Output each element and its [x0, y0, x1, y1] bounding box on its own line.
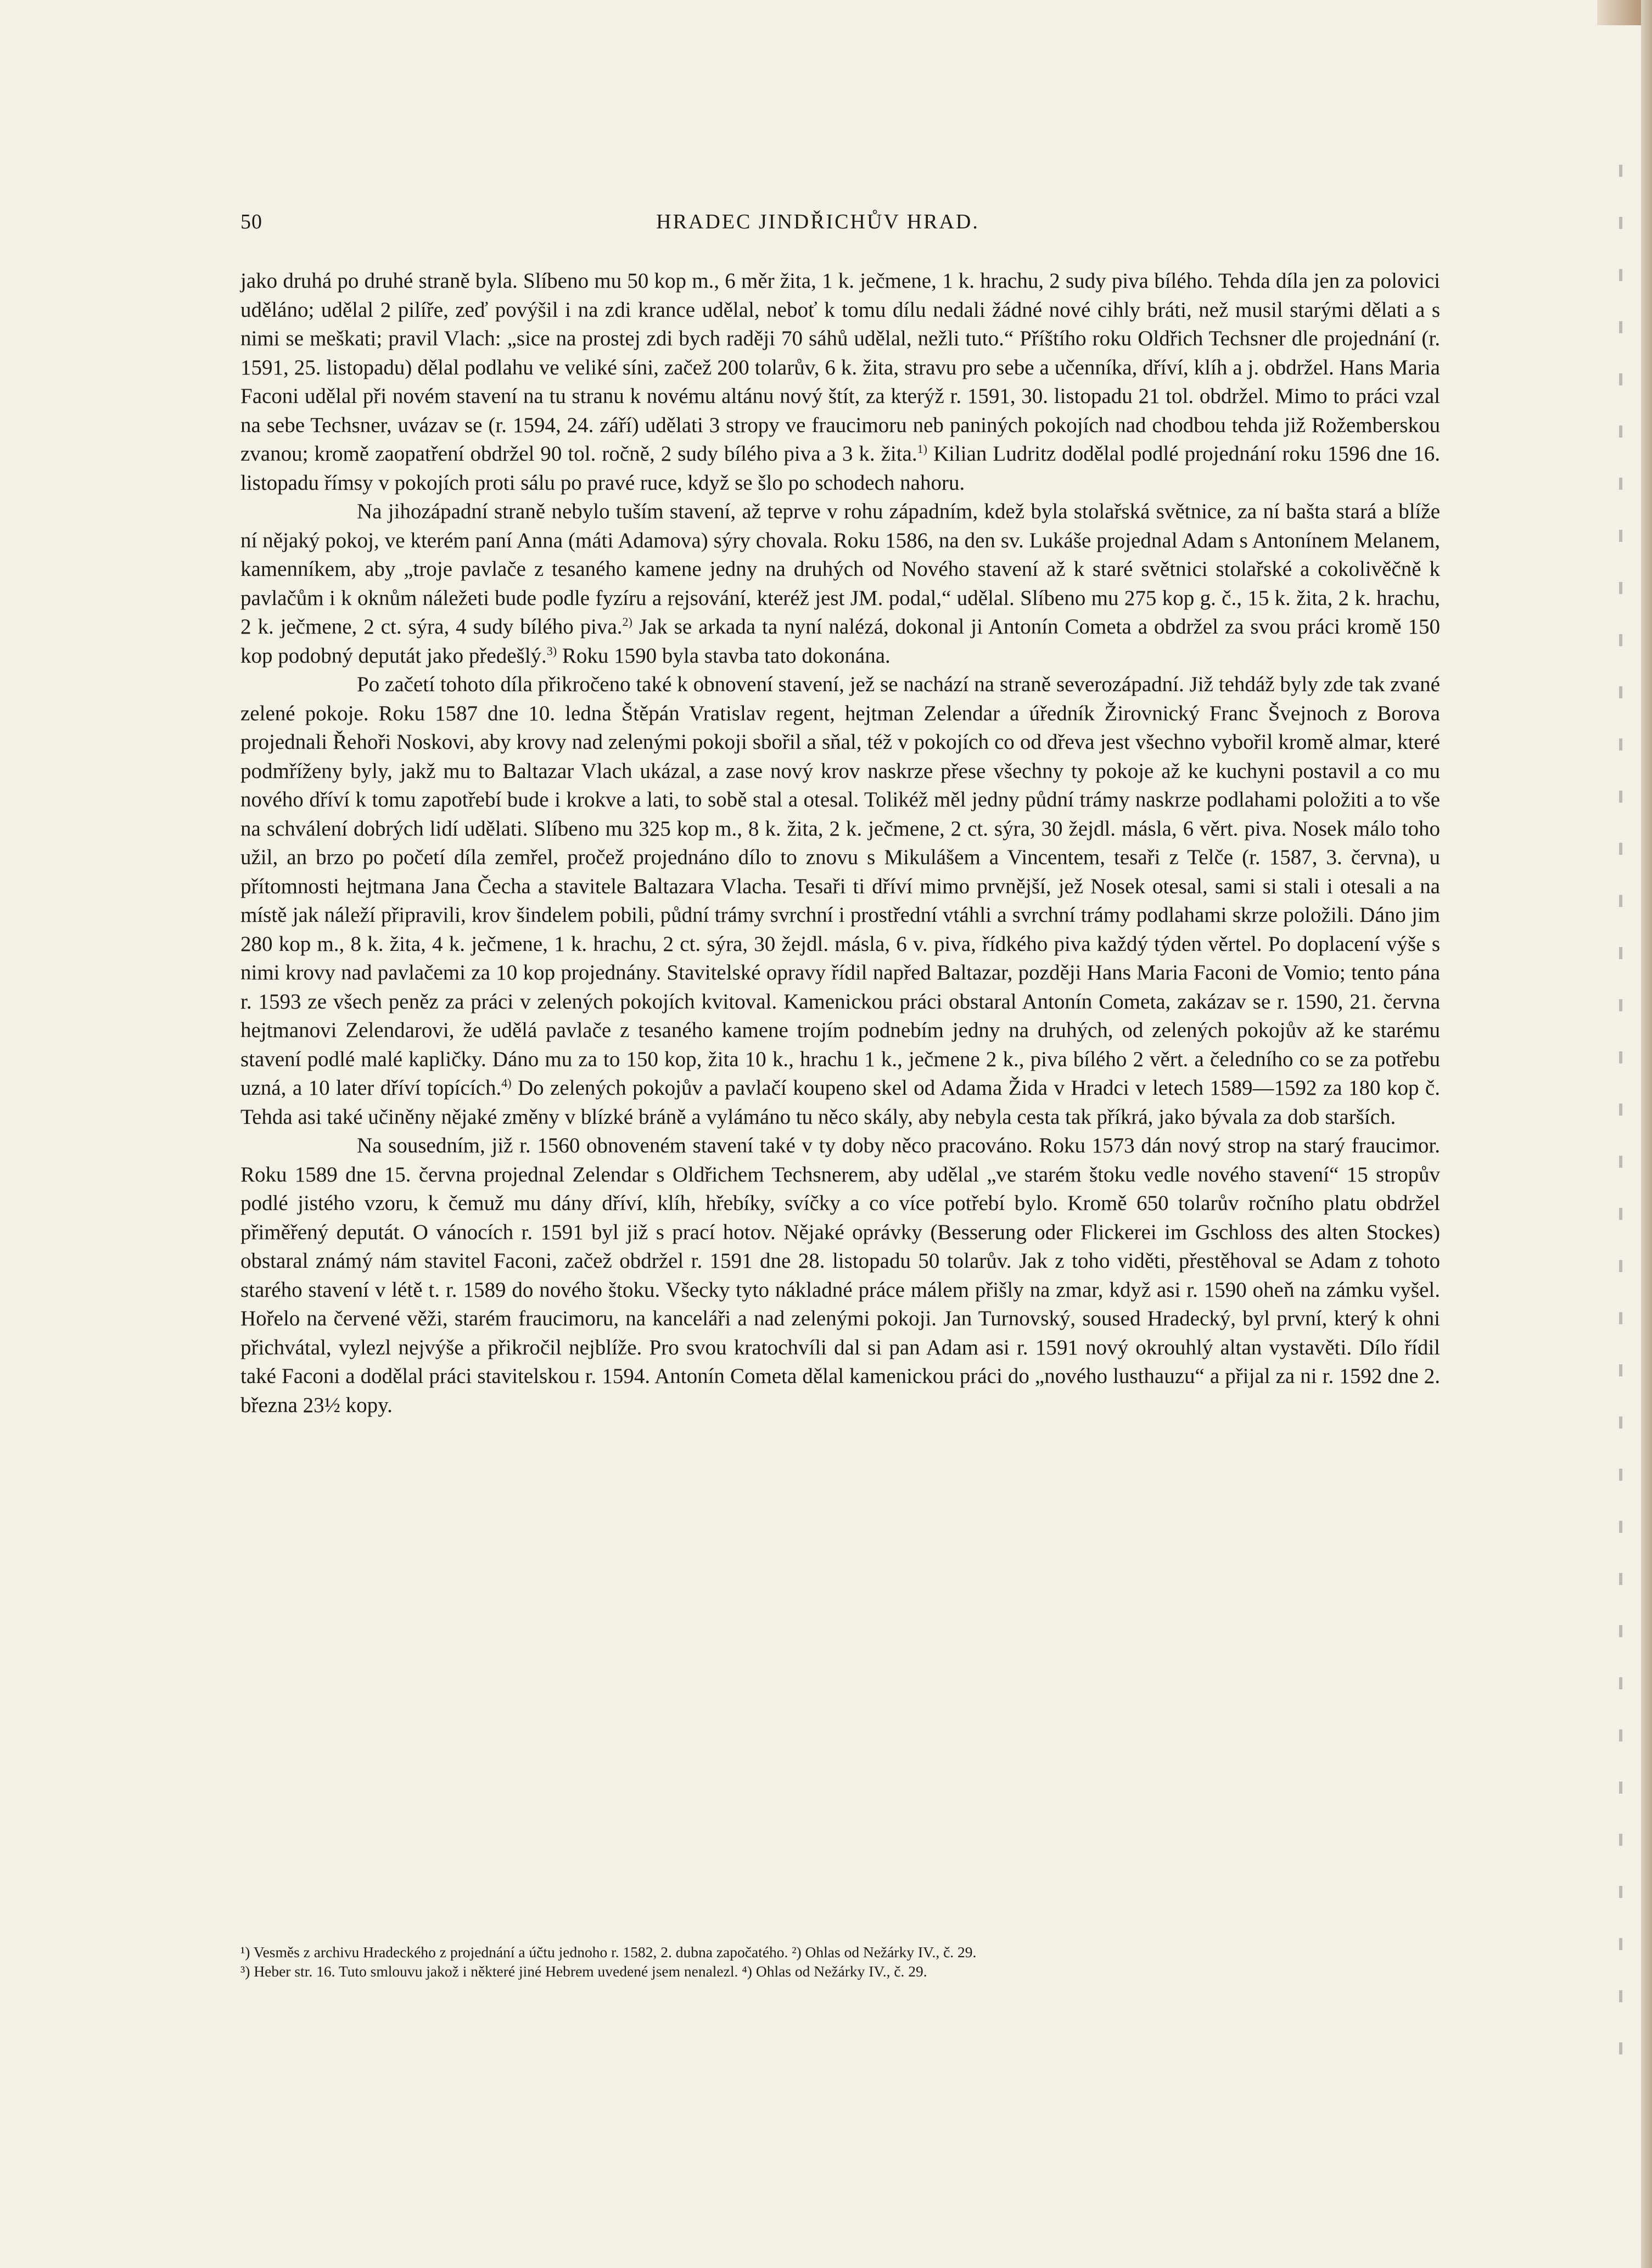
paragraph-4 [240, 1132, 1440, 1420]
footnotes [240, 1942, 1440, 1981]
footnote-line: ¹) Vesměs z archivu Hradeckého z projednání a účtu jednoho r. 1582, 2. dubna započatého. ²) Ohlas od Nežárky IV., č. 29. [240, 1944, 977, 1961]
footnote-ref: 4) [501, 1076, 512, 1090]
footnote-ref: 1) [917, 442, 927, 456]
page-number: 50 [240, 210, 262, 233]
paragraph-text: Jak se arkada ta nyní nalézá, dokonal ji Antonín Cometa a obdržel za svou práci kromě 150 kop podobný deputát jako předešlý. [240, 615, 1440, 668]
page-edge [1641, 0, 1652, 2268]
paragraph-text: Na sousedním, již r. 1560 obnoveném stavení také v ty doby něco pracováno. Roku 1573 dán nový strop na starý fraucimor. Roku 1589 dne 15. června projednal Zelendar s Oldřichem Techsnerem, aby udělal „ve starém štoku vedle nového stavení“ 15 stropův podlé jistého vzoru, k čemuž mu dány dříví, klíh, hřebíky, svíčky a co více potřebí bylo. Kromě 650 tolarův ročního platu obdržel přiměřený deputát. O vánocích r. 1591 byl již s prací hotov. Nějaké oprávky (Besserung oder Flickerei im Gschloss des alten Stockes) obstaral známý nám stavitel Faconi, začež obdržel r. 1591 dne 28. listopadu 50 tolarův. Jak z toho viděti, přestěhoval se Adam z tohoto starého stavení v létě t. r. 1589 do nového štoku. Všecky tyto nákladné práce málem přišly na zmar, když asi r. 1590 oheň na zámku vyšel. Hořelo na červené věži, starém fraucimoru, na kanceláři a nad zelenými pokoji. Jan Turnovský, soused Hradecký, byl první, který k ohni přichvátal, vylezl nejvýše a přikročil nejblíže. Pro svou kratochvíli dal si pan Adam asi r. 1591 nový okrouhlý altan vystavěti. Dílo řídil také Faconi a dodělal práci stavitelskou r. 1594. Antonín Cometa dělal kamenickou práci do „nového lusthauzu“ a přijal za ni r. 1592 dne 2. března 23½ kopy. [240, 1134, 1440, 1417]
binding-mark [1619, 165, 1622, 2059]
paragraph-2 [240, 497, 1440, 670]
paragraph-text: Na jihozápadní straně nebylo tuším stavení, až teprve v rohu západním, kdež byla stolařská světnice, za ní bašta stará a blíže ní nějaký pokoj, ve kterém paní Anna (máti Adamova) sýry chovala. Roku 1586, na den sv. Lukáše projednal Adam s Antonínem Melanem, kamenníkem, aby „troje pavlače z tesaného kamene jedny na druhých od Nového stavení až k staré světnici stolařské a cokolivěčně k pavlačům i k oknům náležeti bude podle fyzíru a rejsování, kteréž jest JM. podal,“ udělal. Slíbeno mu 275 kop g. č., 15 k. žita, 2 k. hrachu, 2 k. ječmene, 2 ct. sýra, 4 sudy bílého piva. [240, 500, 1440, 639]
paragraph-3 [240, 670, 1440, 1132]
running-head: HRADEC JINDŘICHŮV HRAD. [656, 210, 979, 233]
paragraph-text: Roku 1590 byla stavba tato dokonána. [557, 643, 891, 668]
paragraph-text: Kilian Ludritz dodělal podlé projednání roku 1596 dne 16. listopadu římsy v pokojích proti sálu po pravé ruce, když se šlo po schodech nahoru. [240, 442, 1440, 495]
footnote-line: ³) Heber str. 16. Tuto smlouvu jakož i některé jiné Hebrem uvedené jsem nenalezl. ⁴) Ohlas od Nežárky IV., č. 29. [240, 1963, 927, 1980]
paragraph-1 [240, 267, 1440, 497]
paragraph-text: jako druhá po druhé straně byla. Slíbeno mu 50 kop m., 6 měr žita, 1 k. ječmene, 1 k. hrachu, 2 sudy piva bílého. Tehda díla jen za polovici uděláno; udělal 2 pilíře, zeď povýšil i na zdi krance udělal, neboť k tomu dílu nedali žádné nové cihly bráti, než musil starými dělati a s nimi se meškati; pravil Vlach: „sice na prostej zdi bych raději 70 sáhů udělal, nežli tuto.“ Příštího roku Oldřich Techsner dle projednání (r. 1591, 25. listopadu) dělal podlahu ve veliké síni, začež 200 tolarův, 6 k. žita, stravu pro sebe a učenníka, dříví, klíh a j. obdržel. Hans Maria Faconi udělal při novém stavení na tu stranu k novému altánu nový štít, za kterýž r. 1591, 30. listopadu 21 tol. obdržel. Mimo to práci vzal na sebe Techsner, uvázav se (r. 1594, 24. září) udělati 3 stropy ve fraucimoru neb paniných pokojích nad chodbou tehda již Rožemberskou zvanou; kromě zaopatření obdržel 90 tol. ročně, 2 sudy bílého piva a 3 k. žita. [240, 269, 1440, 466]
footnote-ref: 2) [622, 615, 632, 629]
main-text [240, 267, 1440, 1420]
footnote-ref: 3) [546, 643, 557, 658]
page-header [240, 210, 1395, 243]
paragraph-text: Do zelených pokojův a pavlačí koupeno skel od Adama Žida v Hradci v letech 1589—1592 za 180 kop č. Tehda asi také učiněny nějaké změny v blízké bráně a vylámáno tu něco skály, aby nebyla cesta tak příkrá, jako bývala za dob starších. [240, 1076, 1440, 1129]
paragraph-text: Po začetí tohoto díla přikročeno také k obnovení stavení, jež se nachází na straně severozápadní. Již tehdáž byly zde tak zvané zelené pokoje. Roku 1587 dne 10. ledna Štěpán Vratislav regent, hejtman Zelendar a úředník Žirovnický Franc Švejnoch z Borova projednali Řehoři Noskovi, aby krovy nad zelenými pokoji sbořil a sňal, též v pokojích co od dřeva jest všechno vybořil kromě almar, které podmříženy byly, jakž mu to Baltazar Vlach ukázal, a zase nový krov naskrze přese všechny ty pokoje až ke kuchyni postavil a co mu nového dříví k tomu zapotřebí bude i krokve a lati, to sobě stal a otesal. Tolikéž měl jedny půdní trámy naskrze podlahami položiti a to vše na schválení dobrých lidí udělati. Slíbeno mu 325 kop m., 8 k. žita, 2 k. ječmene, 2 ct. sýra, 30 žejdl. másla, 6 věrt. piva. Nosek málo toho užil, an brzo po početí díla zemřel, pročež projednáno dílo to znovu s Mikulášem a Vincentem, tesaři z Telče (r. 1587, 3. června), u přítomnosti hejtmana Jana Čecha a stavitele Baltazara Vlacha. Tesaři ti dříví mimo prvnější, jež Nosek otesal, sami si stali i otesali a na místě jak náleží připravili, krov šindelem pobili, půdní trámy svrchní i prostřední vtáhli a svrchní trámy podlahami skrze položili. Dáno jim 280 kop m., 8 k. žita, 4 k. ječmene, 1 k. hrachu, 2 ct. sýra, 30 žejdl. másla, 6 v. piva, řídkého piva každý týden věrtel. Po doplacení výše s nimi krovy nad pavlačemi za 10 kop projednány. Stavitelské opravy řídil napřed Baltazar, později Hans Maria Faconi de Vomio; tento pána r. 1593 ze všech peněz za práci v zelených pokojích kvitoval. Kamenickou práci obstaral Antonín Cometa, zakázav se r. 1590, 21. června hejtmanovi Zelendarovi, že udělá pavlače z tesaného kamene trojím podnebím jedny na druhých, od zelených pokojův až ke starému stavení podlé malé kapličky. Dáno mu za to 150 kop, žita 10 k., hrachu 1 k., ječmene 2 k., piva bílého 2 věrt. a čeledního co se za potřebu uzná, a 10 later dříví topících. [240, 673, 1440, 1100]
